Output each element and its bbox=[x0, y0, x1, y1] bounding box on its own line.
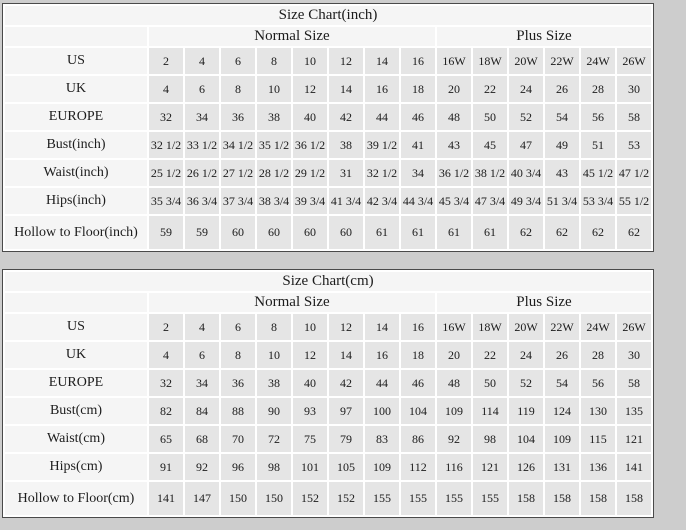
value-cell: 12 bbox=[329, 314, 363, 340]
value-cell: 34 bbox=[185, 370, 219, 396]
group-header-row bbox=[5, 293, 651, 312]
value-cell: 86 bbox=[401, 426, 435, 452]
value-cell: 100 bbox=[365, 398, 399, 424]
value-cell: 48 bbox=[437, 104, 471, 130]
value-cell: 121 bbox=[473, 454, 507, 480]
value-cell: 24 bbox=[509, 342, 543, 368]
value-cell: 40 bbox=[293, 370, 327, 396]
value-cell: 56 bbox=[581, 370, 615, 396]
value-cell: 36 bbox=[221, 104, 255, 130]
value-cell: 10 bbox=[257, 76, 291, 102]
value-cell: 47 1/2 bbox=[617, 160, 651, 186]
value-cell: 90 bbox=[257, 398, 291, 424]
value-cell: 54 bbox=[545, 104, 579, 130]
value-cell: 55 1/2 bbox=[617, 188, 651, 214]
value-cell: 109 bbox=[545, 426, 579, 452]
value-cell: 124 bbox=[545, 398, 579, 424]
row-label: US bbox=[5, 48, 147, 74]
corner-cell bbox=[5, 293, 147, 312]
value-cell: 61 bbox=[437, 216, 471, 249]
value-cell: 49 bbox=[545, 132, 579, 158]
row-label: UK bbox=[5, 76, 147, 102]
value-cell: 28 bbox=[581, 342, 615, 368]
value-cell: 135 bbox=[617, 398, 651, 424]
value-cell: 60 bbox=[293, 216, 327, 249]
value-cell: 26W bbox=[617, 314, 651, 340]
size-chart-inch bbox=[2, 3, 654, 252]
value-cell: 50 bbox=[473, 104, 507, 130]
value-cell: 26W bbox=[617, 48, 651, 74]
value-cell: 20W bbox=[509, 314, 543, 340]
value-cell: 53 3/4 bbox=[581, 188, 615, 214]
value-cell: 115 bbox=[581, 426, 615, 452]
value-cell: 6 bbox=[221, 314, 255, 340]
value-cell: 59 bbox=[149, 216, 183, 249]
value-cell: 72 bbox=[257, 426, 291, 452]
value-cell: 84 bbox=[185, 398, 219, 424]
row-label: UK bbox=[5, 342, 147, 368]
value-cell: 96 bbox=[221, 454, 255, 480]
value-cell: 10 bbox=[257, 342, 291, 368]
value-cell: 4 bbox=[185, 48, 219, 74]
value-cell: 158 bbox=[617, 482, 651, 515]
value-cell: 41 3/4 bbox=[329, 188, 363, 214]
value-cell: 30 bbox=[617, 76, 651, 102]
value-cell: 38 3/4 bbox=[257, 188, 291, 214]
value-cell: 2 bbox=[149, 48, 183, 74]
value-cell: 126 bbox=[509, 454, 543, 480]
value-cell: 43 bbox=[437, 132, 471, 158]
value-cell: 70 bbox=[221, 426, 255, 452]
value-cell: 45 1/2 bbox=[581, 160, 615, 186]
value-cell: 61 bbox=[365, 216, 399, 249]
table-row bbox=[5, 342, 651, 368]
value-cell: 121 bbox=[617, 426, 651, 452]
value-cell: 152 bbox=[329, 482, 363, 515]
value-cell: 91 bbox=[149, 454, 183, 480]
table-row bbox=[5, 48, 651, 74]
row-label: Hollow to Floor(inch) bbox=[5, 216, 147, 249]
value-cell: 16W bbox=[437, 48, 471, 74]
value-cell: 58 bbox=[617, 370, 651, 396]
group-header-row bbox=[5, 27, 651, 46]
value-cell: 18W bbox=[473, 314, 507, 340]
value-cell: 33 1/2 bbox=[185, 132, 219, 158]
value-cell: 136 bbox=[581, 454, 615, 480]
value-cell: 12 bbox=[293, 342, 327, 368]
value-cell: 88 bbox=[221, 398, 255, 424]
row-label: Hips(inch) bbox=[5, 188, 147, 214]
value-cell: 104 bbox=[509, 426, 543, 452]
value-cell: 45 bbox=[473, 132, 507, 158]
value-cell: 93 bbox=[293, 398, 327, 424]
value-cell: 44 bbox=[365, 370, 399, 396]
row-label: Bust(cm) bbox=[5, 398, 147, 424]
value-cell: 32 1/2 bbox=[365, 160, 399, 186]
value-cell: 82 bbox=[149, 398, 183, 424]
value-cell: 18W bbox=[473, 48, 507, 74]
value-cell: 52 bbox=[509, 370, 543, 396]
value-cell: 61 bbox=[473, 216, 507, 249]
value-cell: 38 bbox=[257, 370, 291, 396]
value-cell: 56 bbox=[581, 104, 615, 130]
value-cell: 14 bbox=[365, 314, 399, 340]
value-cell: 130 bbox=[581, 398, 615, 424]
table-row bbox=[5, 454, 651, 480]
value-cell: 16 bbox=[401, 48, 435, 74]
value-cell: 51 3/4 bbox=[545, 188, 579, 214]
value-cell: 28 1/2 bbox=[257, 160, 291, 186]
table-row bbox=[5, 216, 651, 249]
value-cell: 61 bbox=[401, 216, 435, 249]
value-cell: 109 bbox=[365, 454, 399, 480]
title-row bbox=[5, 272, 651, 291]
value-cell: 92 bbox=[185, 454, 219, 480]
value-cell: 60 bbox=[221, 216, 255, 249]
row-label: Hips(cm) bbox=[5, 454, 147, 480]
value-cell: 37 3/4 bbox=[221, 188, 255, 214]
value-cell: 8 bbox=[221, 342, 255, 368]
value-cell: 32 1/2 bbox=[149, 132, 183, 158]
value-cell: 25 1/2 bbox=[149, 160, 183, 186]
value-cell: 75 bbox=[293, 426, 327, 452]
value-cell: 68 bbox=[185, 426, 219, 452]
value-cell: 24W bbox=[581, 314, 615, 340]
inch-chart-title: Size Chart(inch) bbox=[5, 6, 651, 25]
value-cell: 62 bbox=[617, 216, 651, 249]
value-cell: 50 bbox=[473, 370, 507, 396]
value-cell: 34 1/2 bbox=[221, 132, 255, 158]
value-cell: 119 bbox=[509, 398, 543, 424]
value-cell: 12 bbox=[329, 48, 363, 74]
table-row bbox=[5, 132, 651, 158]
value-cell: 42 bbox=[329, 370, 363, 396]
value-cell: 8 bbox=[257, 314, 291, 340]
value-cell: 49 3/4 bbox=[509, 188, 543, 214]
value-cell: 41 bbox=[401, 132, 435, 158]
value-cell: 32 bbox=[149, 104, 183, 130]
value-cell: 92 bbox=[437, 426, 471, 452]
group-header-normal-size: Normal Size bbox=[149, 293, 435, 312]
cm-chart-title: Size Chart(cm) bbox=[5, 272, 651, 291]
value-cell: 131 bbox=[545, 454, 579, 480]
table-row bbox=[5, 160, 651, 186]
value-cell: 109 bbox=[437, 398, 471, 424]
value-cell: 112 bbox=[401, 454, 435, 480]
value-cell: 147 bbox=[185, 482, 219, 515]
value-cell: 6 bbox=[185, 342, 219, 368]
value-cell: 2 bbox=[149, 314, 183, 340]
value-cell: 101 bbox=[293, 454, 327, 480]
value-cell: 79 bbox=[329, 426, 363, 452]
value-cell: 31 bbox=[329, 160, 363, 186]
value-cell: 38 bbox=[257, 104, 291, 130]
value-cell: 43 bbox=[545, 160, 579, 186]
value-cell: 38 1/2 bbox=[473, 160, 507, 186]
value-cell: 46 bbox=[401, 370, 435, 396]
value-cell: 36 bbox=[221, 370, 255, 396]
value-cell: 60 bbox=[257, 216, 291, 249]
table-row bbox=[5, 482, 651, 515]
value-cell: 10 bbox=[293, 48, 327, 74]
value-cell: 24 bbox=[509, 76, 543, 102]
value-cell: 4 bbox=[185, 314, 219, 340]
value-cell: 14 bbox=[329, 76, 363, 102]
value-cell: 6 bbox=[185, 76, 219, 102]
table-row bbox=[5, 76, 651, 102]
value-cell: 8 bbox=[221, 76, 255, 102]
value-cell: 83 bbox=[365, 426, 399, 452]
value-cell: 65 bbox=[149, 426, 183, 452]
value-cell: 12 bbox=[293, 76, 327, 102]
value-cell: 58 bbox=[617, 104, 651, 130]
value-cell: 16 bbox=[365, 76, 399, 102]
value-cell: 35 1/2 bbox=[257, 132, 291, 158]
value-cell: 28 bbox=[581, 76, 615, 102]
row-label: EUROPE bbox=[5, 104, 147, 130]
value-cell: 158 bbox=[509, 482, 543, 515]
value-cell: 44 3/4 bbox=[401, 188, 435, 214]
table-row bbox=[5, 188, 651, 214]
value-cell: 42 3/4 bbox=[365, 188, 399, 214]
value-cell: 62 bbox=[545, 216, 579, 249]
value-cell: 48 bbox=[437, 370, 471, 396]
value-cell: 18 bbox=[401, 342, 435, 368]
value-cell: 29 1/2 bbox=[293, 160, 327, 186]
value-cell: 4 bbox=[149, 76, 183, 102]
value-cell: 20W bbox=[509, 48, 543, 74]
value-cell: 98 bbox=[473, 426, 507, 452]
value-cell: 14 bbox=[329, 342, 363, 368]
value-cell: 16 bbox=[401, 314, 435, 340]
value-cell: 36 1/2 bbox=[437, 160, 471, 186]
value-cell: 38 bbox=[329, 132, 363, 158]
value-cell: 27 1/2 bbox=[221, 160, 255, 186]
value-cell: 26 bbox=[545, 342, 579, 368]
value-cell: 60 bbox=[329, 216, 363, 249]
value-cell: 30 bbox=[617, 342, 651, 368]
value-cell: 22W bbox=[545, 314, 579, 340]
value-cell: 42 bbox=[329, 104, 363, 130]
value-cell: 8 bbox=[257, 48, 291, 74]
table-row bbox=[5, 398, 651, 424]
value-cell: 36 1/2 bbox=[293, 132, 327, 158]
value-cell: 35 3/4 bbox=[149, 188, 183, 214]
value-cell: 20 bbox=[437, 342, 471, 368]
value-cell: 44 bbox=[365, 104, 399, 130]
value-cell: 22W bbox=[545, 48, 579, 74]
value-cell: 39 1/2 bbox=[365, 132, 399, 158]
value-cell: 26 bbox=[545, 76, 579, 102]
row-label: Hollow to Floor(cm) bbox=[5, 482, 147, 515]
value-cell: 97 bbox=[329, 398, 363, 424]
title-row bbox=[5, 6, 651, 25]
value-cell: 105 bbox=[329, 454, 363, 480]
value-cell: 47 bbox=[509, 132, 543, 158]
corner-cell bbox=[5, 27, 147, 46]
value-cell: 22 bbox=[473, 342, 507, 368]
value-cell: 46 bbox=[401, 104, 435, 130]
value-cell: 158 bbox=[545, 482, 579, 515]
row-label: Waist(cm) bbox=[5, 426, 147, 452]
value-cell: 150 bbox=[257, 482, 291, 515]
size-chart-cm bbox=[2, 269, 654, 518]
value-cell: 62 bbox=[581, 216, 615, 249]
value-cell: 16W bbox=[437, 314, 471, 340]
value-cell: 24W bbox=[581, 48, 615, 74]
value-cell: 104 bbox=[401, 398, 435, 424]
value-cell: 150 bbox=[221, 482, 255, 515]
value-cell: 34 bbox=[401, 160, 435, 186]
value-cell: 51 bbox=[581, 132, 615, 158]
value-cell: 32 bbox=[149, 370, 183, 396]
value-cell: 47 3/4 bbox=[473, 188, 507, 214]
value-cell: 54 bbox=[545, 370, 579, 396]
value-cell: 34 bbox=[185, 104, 219, 130]
value-cell: 141 bbox=[149, 482, 183, 515]
group-header-plus-size: Plus Size bbox=[437, 27, 651, 46]
value-cell: 52 bbox=[509, 104, 543, 130]
value-cell: 158 bbox=[581, 482, 615, 515]
row-label: EUROPE bbox=[5, 370, 147, 396]
value-cell: 6 bbox=[221, 48, 255, 74]
row-label: Bust(inch) bbox=[5, 132, 147, 158]
table-row bbox=[5, 426, 651, 452]
value-cell: 155 bbox=[365, 482, 399, 515]
value-cell: 4 bbox=[149, 342, 183, 368]
value-cell: 20 bbox=[437, 76, 471, 102]
value-cell: 59 bbox=[185, 216, 219, 249]
value-cell: 116 bbox=[437, 454, 471, 480]
value-cell: 14 bbox=[365, 48, 399, 74]
table-row bbox=[5, 104, 651, 130]
value-cell: 98 bbox=[257, 454, 291, 480]
value-cell: 16 bbox=[365, 342, 399, 368]
value-cell: 22 bbox=[473, 76, 507, 102]
value-cell: 36 3/4 bbox=[185, 188, 219, 214]
value-cell: 26 1/2 bbox=[185, 160, 219, 186]
row-label: US bbox=[5, 314, 147, 340]
value-cell: 18 bbox=[401, 76, 435, 102]
value-cell: 152 bbox=[293, 482, 327, 515]
group-header-plus-size: Plus Size bbox=[437, 293, 651, 312]
value-cell: 10 bbox=[293, 314, 327, 340]
table-row bbox=[5, 314, 651, 340]
value-cell: 155 bbox=[473, 482, 507, 515]
value-cell: 62 bbox=[509, 216, 543, 249]
table-row bbox=[5, 370, 651, 396]
value-cell: 40 bbox=[293, 104, 327, 130]
value-cell: 114 bbox=[473, 398, 507, 424]
value-cell: 40 3/4 bbox=[509, 160, 543, 186]
value-cell: 45 3/4 bbox=[437, 188, 471, 214]
value-cell: 39 3/4 bbox=[293, 188, 327, 214]
row-label: Waist(inch) bbox=[5, 160, 147, 186]
value-cell: 155 bbox=[401, 482, 435, 515]
value-cell: 141 bbox=[617, 454, 651, 480]
group-header-normal-size: Normal Size bbox=[149, 27, 435, 46]
value-cell: 53 bbox=[617, 132, 651, 158]
value-cell: 155 bbox=[437, 482, 471, 515]
